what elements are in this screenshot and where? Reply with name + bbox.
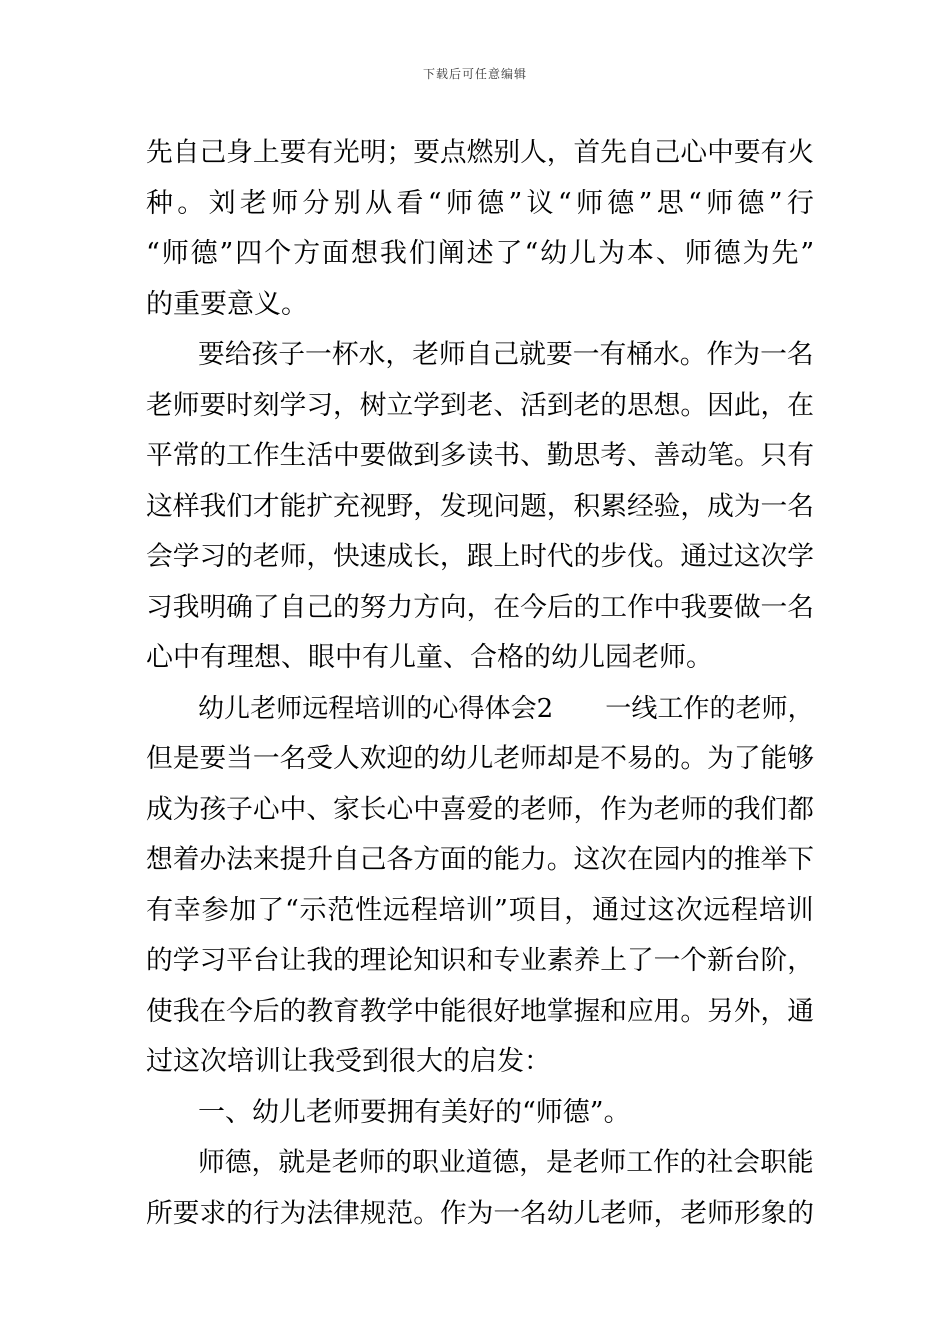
text-line: 的重要意义。 (146, 288, 308, 320)
text-line: 心中有理想、眼中有儿童、合格的幼儿园老师。 (146, 642, 713, 673)
text-line: 所要求的行为法律规范。作为一名幼儿老师，老师形象的 (146, 1197, 814, 1229)
text-line: 平常的工作生活中要做到多读书、勤思考、善动笔。只有 (146, 440, 814, 471)
text-line: 的学习平台让我的理论知识和专业素养上了一个新台阶， (146, 945, 814, 976)
section-heading: 一、幼儿老师要拥有美好的“师德”。 (198, 1096, 631, 1128)
text-line: 先自己身上要有光明；要点燃别人，首先自己心中要有火 (146, 137, 814, 168)
text-line: 有幸参加了“示范性远程培训”项目，通过这次远程培训 (146, 894, 815, 926)
text-line: 想着办法来提升自己各方面的能力。这次在园内的推举下 (146, 844, 814, 875)
text-line: 但是要当一名受人欢迎的幼儿老师却是不易的。为了能够 (146, 743, 814, 774)
paragraph-first-line: 要给孩子一杯水，老师自己就要一有桶水。作为一名 (198, 339, 814, 370)
paragraph-first-line: 师德，就是老师的职业道德，是老师工作的社会职能 (198, 1147, 814, 1178)
text-line: 成为孩子心中、家长心中喜爱的老师，作为老师的我们都 (146, 793, 814, 825)
text-line: 过这次培训让我受到很大的启发： (146, 1046, 551, 1077)
page-header: 下载后可任意编辑 (422, 67, 527, 81)
text-line: 这样我们才能扩充视野，发现问题，积累经验，成为一名 (146, 490, 814, 522)
text-line: 老师要时刻学习，树立学到老、活到老的思想。因此，在 (146, 389, 814, 421)
paragraph-first-line: 幼儿老师远程培训的心得体会2 一线工作的老师， (198, 693, 814, 724)
text-line: 习我明确了自己的努力方向，在今后的工作中我要做一名 (146, 591, 814, 623)
text-line: 使我在今后的教育教学中能很好地掌握和应用。另外，通 (146, 995, 814, 1027)
text-line: 会学习的老师，快速成长，跟上时代的步伐。通过这次学 (146, 541, 814, 572)
text-line: 种。刘老师分别从看“师德”议“师德”思“师德”行 (146, 187, 819, 219)
text-line: “师德”四个方面想我们阐述了“幼儿为本、师德为先” (146, 238, 817, 269)
document-body (146, 128, 819, 1239)
